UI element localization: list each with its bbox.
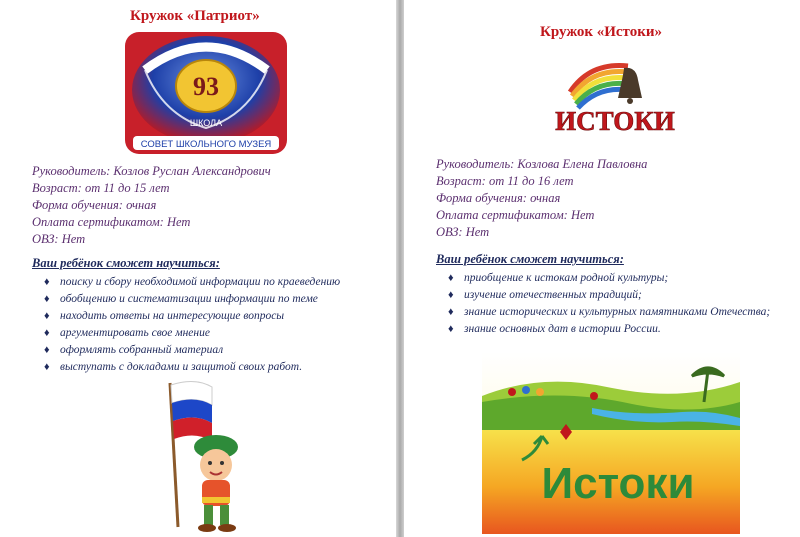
istoki-logo-text: ИСТОКИ [555,106,675,136]
istoki-age: Возраст: от 11 до 16 лет [436,174,574,188]
istoki-banner-illustration [482,352,740,534]
diamond-bullet-icon: ♦ [44,276,50,288]
diamond-bullet-icon: ♦ [448,306,454,318]
list-item: ♦ обобщению и систематизации информации по теме [44,291,340,308]
patriot-age: Возраст: от 11 до 15 лет [32,181,170,195]
emblem-school-label: ШКОЛА [189,118,223,128]
patriot-skills-list [44,274,340,376]
istoki-club-title: Кружок «Истоки» [540,24,662,40]
list-item: ♦ оформлять собранный материал [44,342,340,359]
diamond-bullet-icon: ♦ [44,361,50,373]
istoki-leader: Руководитель: Козлова Елена Павловна [436,157,648,171]
list-item: ♦ знание исторических и культурных памятниками Отечества; [448,304,778,321]
istoki-info-block [436,156,647,241]
list-item: ♦ знание основных дат в истории России. [448,321,778,338]
patriot-club-title: Кружок «Патриот» [130,8,260,24]
istoki-ovz: ОВЗ: Нет [436,225,490,239]
list-item: ♦ приобщение к истокам родной культуры; [448,270,778,287]
document-page-left [0,0,396,537]
page-divider [396,0,404,537]
istoki-study-form: Форма обучения: очная [436,191,561,205]
patriot-study-form: Форма обучения: очная [32,198,157,212]
patriot-ovz: ОВЗ: Нет [32,232,86,246]
patriot-skills-heading: Ваш ребёнок сможет научиться: [32,256,220,270]
istoki-certificate: Оплата сертификатом: Нет [436,208,595,222]
boy-with-flag-illustration [150,377,250,535]
diamond-bullet-icon: ♦ [448,289,454,301]
diamond-bullet-icon: ♦ [44,327,50,339]
patriot-certificate: Оплата сертификатом: Нет [32,215,191,229]
istoki-skills-list [448,270,778,338]
istoki-logo [540,58,690,138]
emblem-number: 93 [193,72,219,101]
list-item: ♦ находить ответы на интересующие вопросы [44,308,340,325]
list-item: ♦ изучение отечественных традиций; [448,287,778,304]
list-item: ♦ аргументировать свое мнение [44,325,340,342]
istoki-banner-text: Истоки [541,459,695,508]
istoki-skills-heading: Ваш ребёнок сможет научиться: [436,252,624,266]
diamond-bullet-icon: ♦ [44,293,50,305]
emblem-bottom-label: СОВЕТ ШКОЛЬНОГО МУЗЕЯ [140,139,272,150]
patriot-info-block [32,163,271,248]
list-item: ♦ поиску и сбору необходимой информации по краеведению [44,274,340,291]
list-item: ♦ выступать с докладами и защитой своих работ. [44,359,340,376]
document-page-right [404,0,800,537]
diamond-bullet-icon: ♦ [448,323,454,335]
diamond-bullet-icon: ♦ [44,344,50,356]
diamond-bullet-icon: ♦ [44,310,50,322]
diamond-bullet-icon: ♦ [448,272,454,284]
school-museum-emblem [123,30,289,156]
patriot-leader: Руководитель: Козлов Руслан Александрович [32,164,271,178]
